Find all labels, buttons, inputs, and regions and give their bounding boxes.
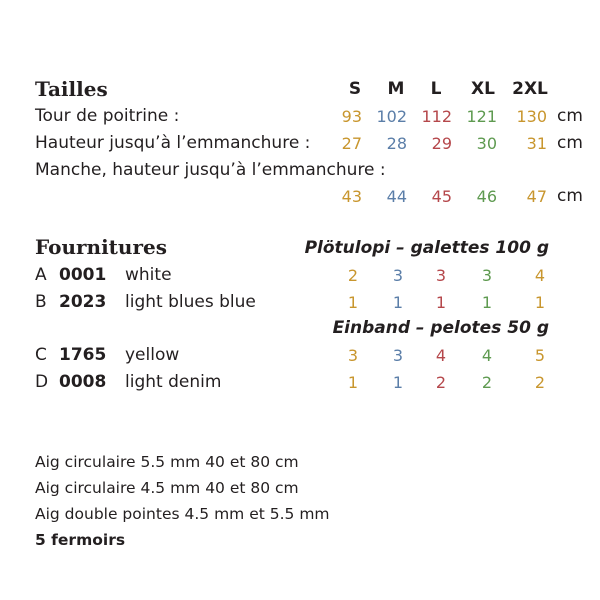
yarn-code: 1765 xyxy=(59,345,107,365)
unit-label: cm xyxy=(557,106,583,126)
needle-item: Aig double pointes 4.5 mm et 5.5 mm xyxy=(35,505,330,523)
size-header-l: L xyxy=(430,79,442,99)
yarn-qty: 4 xyxy=(435,346,447,365)
yarn-code: 0001 xyxy=(59,265,107,285)
yarn-qty: 4 xyxy=(534,266,546,285)
measure-value: 31 xyxy=(526,134,547,153)
measure-label: Manche, hauteur jusqu’à l’emmanchure : xyxy=(35,160,386,180)
yarn-qty: 1 xyxy=(392,293,404,312)
size-header-s: S xyxy=(348,79,362,99)
measure-value: 27 xyxy=(341,134,362,153)
measure-value: 29 xyxy=(431,134,452,153)
measure-value: 121 xyxy=(466,107,497,126)
measure-value: 112 xyxy=(421,107,452,126)
yarn-letter: C xyxy=(35,345,47,365)
sizes-title: Tailles xyxy=(35,77,108,101)
measure-value: 93 xyxy=(341,107,362,126)
measure-label: Hauteur jusqu’à l’emmanchure : xyxy=(35,133,311,153)
measure-value: 43 xyxy=(341,187,362,206)
yarn-qty: 5 xyxy=(534,346,546,365)
measure-value: 45 xyxy=(431,187,452,206)
yarn-qty: 1 xyxy=(534,293,546,312)
yarn-letter: B xyxy=(35,292,47,312)
measure-value: 46 xyxy=(476,187,497,206)
unit-label: cm xyxy=(557,133,583,153)
measure-value: 47 xyxy=(526,187,547,206)
yarn-qty: 1 xyxy=(347,293,359,312)
yarn-qty: 2 xyxy=(481,373,493,392)
measure-label: Tour de poitrine : xyxy=(35,106,180,126)
supplies-title: Fournitures xyxy=(35,235,167,259)
yarn-group-subtitle: Einband – pelotes 50 g xyxy=(332,318,549,338)
yarn-qty: 2 xyxy=(435,373,447,392)
size-header-2xl: 2XL xyxy=(512,79,548,99)
yarn-letter: A xyxy=(35,265,47,285)
yarn-qty: 1 xyxy=(347,373,359,392)
yarn-qty: 2 xyxy=(347,266,359,285)
measure-value: 130 xyxy=(516,107,547,126)
yarn-name: light denim xyxy=(125,372,222,392)
measure-value: 30 xyxy=(476,134,497,153)
yarn-qty: 3 xyxy=(481,266,493,285)
yarn-qty: 3 xyxy=(435,266,447,285)
yarn-qty: 3 xyxy=(347,346,359,365)
size-header-xl: XL xyxy=(471,79,495,99)
yarn-qty: 2 xyxy=(534,373,546,392)
yarn-qty: 1 xyxy=(435,293,447,312)
measure-value: 102 xyxy=(376,107,407,126)
yarn-group-subtitle: Plötulopi – galettes 100 g xyxy=(304,238,549,258)
yarn-name: white xyxy=(125,265,172,285)
yarn-qty: 1 xyxy=(481,293,493,312)
yarn-code: 0008 xyxy=(59,372,107,392)
yarn-qty: 4 xyxy=(481,346,493,365)
yarn-qty: 3 xyxy=(392,266,404,285)
unit-label: cm xyxy=(557,186,583,206)
yarn-name: light blues blue xyxy=(125,292,256,312)
yarn-qty: 1 xyxy=(392,373,404,392)
yarn-name: yellow xyxy=(125,345,180,365)
size-header-m: M xyxy=(387,79,405,99)
measure-value: 28 xyxy=(386,134,407,153)
yarn-qty: 3 xyxy=(392,346,404,365)
yarn-letter: D xyxy=(35,372,49,392)
needle-item: Aig circulaire 4.5 mm 40 et 80 cm xyxy=(35,479,299,497)
yarn-code: 2023 xyxy=(59,292,107,312)
notions-item: 5 fermoirs xyxy=(35,531,126,549)
measure-value: 44 xyxy=(386,187,407,206)
needle-item: Aig circulaire 5.5 mm 40 et 80 cm xyxy=(35,453,299,471)
